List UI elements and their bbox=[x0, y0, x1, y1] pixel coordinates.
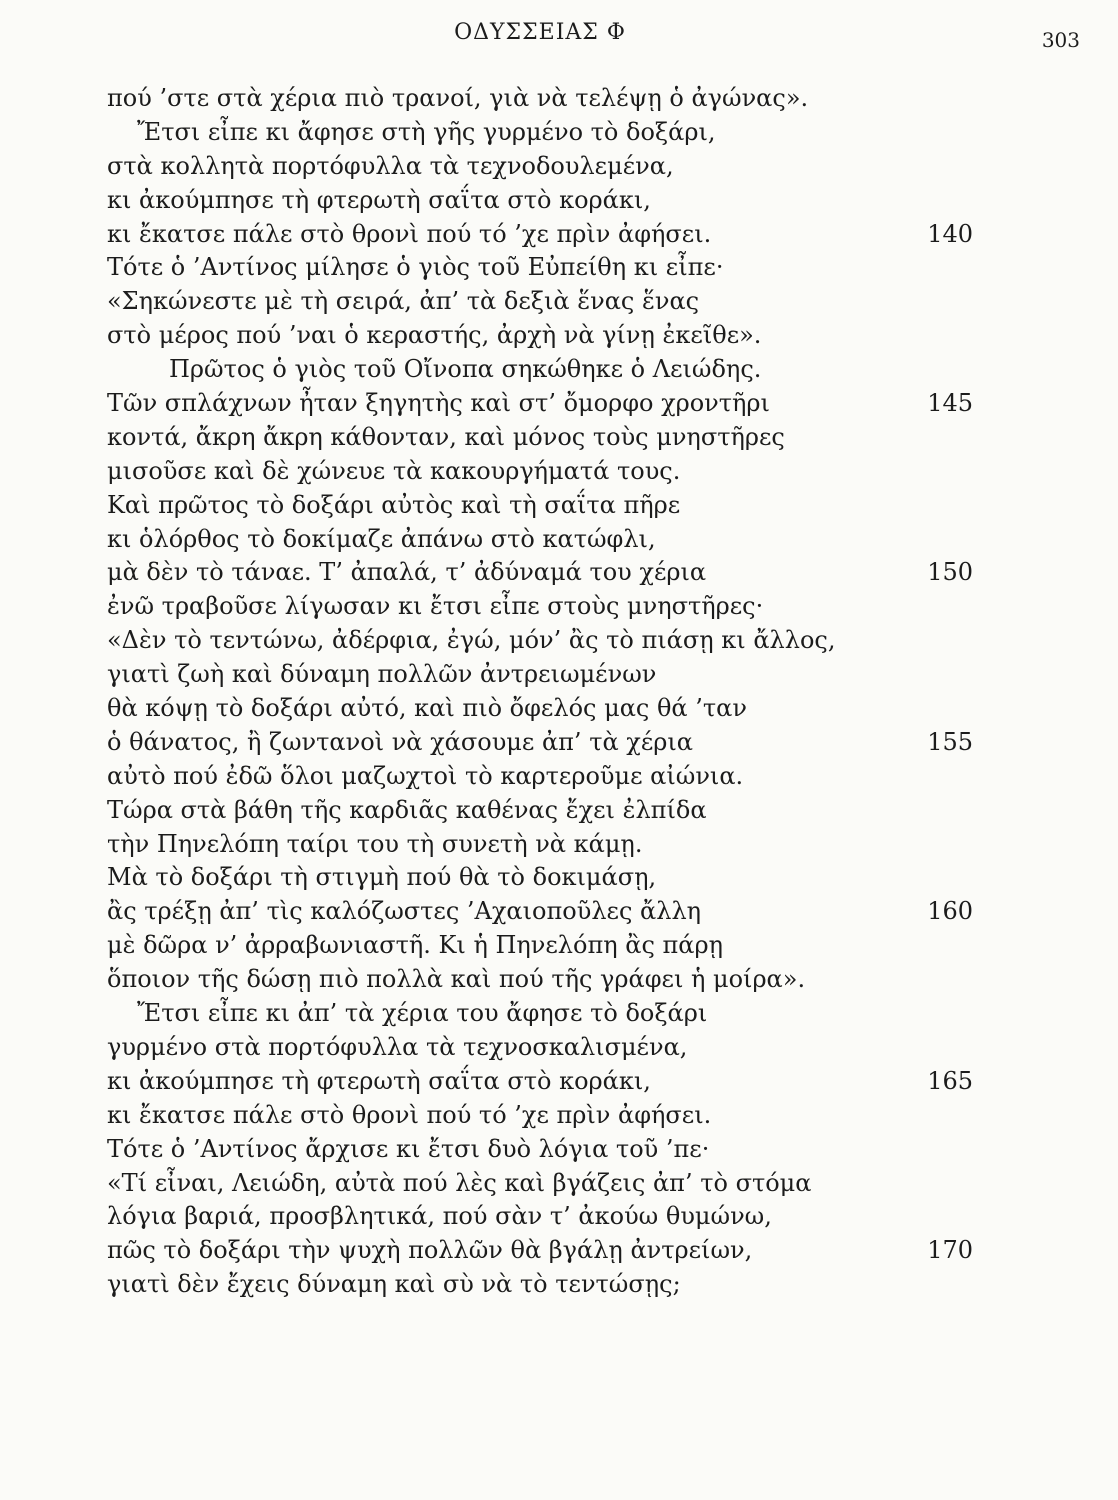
verse-line bbox=[107, 760, 977, 794]
verse-line bbox=[107, 285, 977, 319]
verse-line bbox=[107, 590, 977, 624]
verse-text: λόγια βαριά, προσβλητικά, πού σὰν τ’ ἀκούω θυμώνω, bbox=[107, 1202, 772, 1231]
verse-text: κι ἀκούμπησε τὴ φτερωτὴ σαΐτα στὸ κοράκι, bbox=[107, 185, 651, 214]
verse-text: κι ἔκατσε πάλε στὸ θρονὶ πού τό ’χε πρὶν ἀφήσει. bbox=[107, 219, 712, 248]
verse-line bbox=[107, 455, 977, 489]
verse-text: πῶς τὸ δοξάρι τὴν ψυχὴ πολλῶν θὰ βγάλῃ ἀντρείων, bbox=[107, 1236, 753, 1265]
verse-text: Τότε ὁ ’Αντίνος μίλησε ὁ γιὸς τοῦ Εὐπείθη κι εἶπε· bbox=[107, 253, 724, 282]
verse-text: «Σηκώνεστε μὲ τὴ σειρά, ἀπ’ τὰ δεξιὰ ἕνας ἕνας bbox=[107, 287, 700, 316]
verse-text: γυρμένο στὰ πορτόφυλλα τὰ τεχνοσκαλισμένα, bbox=[107, 1032, 688, 1061]
verse-line bbox=[107, 828, 977, 862]
page-number: 303 bbox=[1041, 28, 1080, 52]
verse-text: Ἔτσι εἶπε κι ἄφησε στὴ γῆς γυρμένο τὸ δοξάρι, bbox=[137, 117, 716, 146]
verse-text: «Τί εἶναι, Λειώδη, αὐτὰ πού λὲς καὶ βγάζεις ἀπ’ τὸ στόμα bbox=[107, 1168, 812, 1197]
verse-line bbox=[107, 251, 977, 285]
verse-line bbox=[107, 421, 977, 455]
verse-line bbox=[107, 116, 977, 150]
verse-text: κι ἀκούμπησε τὴ φτερωτὴ σαΐτα στὸ κοράκι, bbox=[107, 1066, 651, 1095]
verse-line bbox=[107, 218, 977, 252]
verse-line bbox=[107, 150, 977, 184]
verse-line bbox=[107, 184, 977, 218]
verse-line bbox=[107, 624, 977, 658]
verse-text: «Δὲν τὸ τεντώνω, ἀδέρφια, ἐγώ, μόν’ ἂς τὸ πιάσῃ κι ἄλλος, bbox=[107, 626, 836, 655]
verse-text: γιατὶ δὲν ἔχεις δύναμη καὶ σὺ νὰ τὸ τεντώσῃς; bbox=[107, 1270, 681, 1299]
verse-text: Πρῶτος ὁ γιὸς τοῦ Οἴνοπα σηκώθηκε ὁ Λειώδης. bbox=[169, 355, 762, 384]
line-number: 145 bbox=[927, 389, 973, 418]
verse-line bbox=[107, 1268, 977, 1302]
verse-text: Καὶ πρῶτος τὸ δοξάρι αὐτὸς καὶ τὴ σαΐτα πῆρε bbox=[107, 490, 681, 519]
line-number: 150 bbox=[927, 558, 973, 587]
verse-text: κι ἔκατσε πάλε στὸ θρονὶ πού τό ’χε πρὶν ἀφήσει. bbox=[107, 1100, 712, 1129]
verse-text: Τότε ὁ ’Αντίνος ἄρχισε κι ἔτσι δυὸ λόγια τοῦ ’πε· bbox=[107, 1134, 710, 1163]
verse-text: μὰ δὲν τὸ τάναε. Τ’ ἀπαλά, τ’ ἀδύναμά του χέρια bbox=[107, 558, 707, 587]
verse-line bbox=[107, 726, 977, 760]
verse-line bbox=[107, 82, 977, 116]
verse-line bbox=[107, 387, 977, 421]
verse-line bbox=[107, 556, 977, 590]
verse-text: γιατὶ ζωὴ καὶ δύναμη πολλῶν ἀντρειωμένων bbox=[107, 660, 657, 689]
verse-block bbox=[107, 82, 977, 1302]
verse-text: Μὰ τὸ δοξάρι τὴ στιγμὴ πού θὰ τὸ δοκιμάσῃ, bbox=[107, 863, 657, 892]
verse-line bbox=[107, 658, 977, 692]
verse-text: μὲ δῶρα ν’ ἀρραβωνιαστῆ. Κι ἡ Πηνελόπη ἂς πάρῃ bbox=[107, 931, 723, 960]
verse-text: ἂς τρέξῃ ἀπ’ τὶς καλόζωστες ’Αχαιοποῦλες ἄλλη bbox=[107, 897, 702, 926]
verse-line bbox=[107, 1133, 977, 1167]
line-number: 155 bbox=[927, 727, 973, 756]
verse-line bbox=[107, 1200, 977, 1234]
verse-text: πού ’στε στὰ χέρια πιὸ τρανοί, γιὰ νὰ τελέψῃ ὁ ἀγώνας». bbox=[107, 84, 809, 112]
verse-text: τὴν Πηνελόπη ταίρι του τὴ συνετὴ νὰ κάμῃ. bbox=[107, 829, 643, 858]
verse-text: Ἔτσι εἶπε κι ἀπ’ τὰ χέρια του ἄφησε τὸ δοξάρι bbox=[137, 999, 708, 1028]
verse-line bbox=[107, 489, 977, 523]
verse-text: κι ὁλόρθος τὸ δοκίμαζε ἀπάνω στὸ κατώφλι, bbox=[107, 524, 656, 553]
verse-text: ἐνῶ τραβοῦσε λίγωσαν κι ἔτσι εἶπε στοὺς μνηστῆρες· bbox=[107, 592, 764, 621]
verse-line bbox=[107, 997, 977, 1031]
verse-line bbox=[107, 963, 977, 997]
running-title: ΟΔΥΣΣΕΙΑΣ Φ bbox=[454, 20, 626, 45]
verse-line bbox=[107, 1234, 977, 1268]
verse-text: Τῶν σπλάχνων ἦταν ξηγητὴς καὶ στ’ ὄμορφο χροντῆρι bbox=[107, 389, 770, 418]
verse-text: ὅποιον τῆς δώσῃ πιὸ πολλὰ καὶ πού τῆς γράφει ἡ μοίρα». bbox=[107, 965, 806, 994]
verse-text: στὰ κολλητὰ πορτόφυλλα τὰ τεχνοδουλεμένα, bbox=[107, 151, 674, 180]
verse-line bbox=[107, 861, 977, 895]
verse-line bbox=[107, 1031, 977, 1065]
line-number: 165 bbox=[927, 1066, 973, 1095]
verse-line bbox=[107, 353, 977, 387]
line-number: 140 bbox=[927, 219, 973, 248]
verse-text: θὰ κόψῃ τὸ δοξάρι αὐτό, καὶ πιὸ ὄφελός μας θά ’ταν bbox=[107, 694, 747, 723]
verse-line bbox=[107, 1167, 977, 1201]
verse-line bbox=[107, 319, 977, 353]
line-number: 160 bbox=[927, 897, 973, 926]
verse-line bbox=[107, 1099, 977, 1133]
verse-text: στὸ μέρος πού ’ναι ὁ κεραστής, ἀρχὴ νὰ γίνῃ ἐκεῖθε». bbox=[107, 321, 762, 350]
verse-line bbox=[107, 794, 977, 828]
verse-text: ὁ θάνατος, ἢ ζωντανοὶ νὰ χάσουμε ἀπ’ τὰ χέρια bbox=[107, 727, 694, 756]
verse-line bbox=[107, 692, 977, 726]
line-number: 170 bbox=[927, 1236, 973, 1265]
verse-text: κοντά, ἄκρη ἄκρη κάθονταν, καὶ μόνος τοὺς μνηστῆρες bbox=[107, 422, 785, 451]
verse-line bbox=[107, 895, 977, 929]
verse-line bbox=[107, 929, 977, 963]
verse-text: μισοῦσε καὶ δὲ χώνευε τὰ κακουργήματά τους. bbox=[107, 456, 681, 485]
verse-line bbox=[107, 1065, 977, 1099]
verse-text: Τώρα στὰ βάθη τῆς καρδιᾶς καθένας ἔχει ἐλπίδα bbox=[107, 795, 707, 824]
verse-text: αὐτὸ πού ἐδῶ ὅλοι μαζωχτοὶ τὸ καρτεροῦμε αἰώνια. bbox=[107, 761, 744, 790]
verse-line bbox=[107, 523, 977, 557]
